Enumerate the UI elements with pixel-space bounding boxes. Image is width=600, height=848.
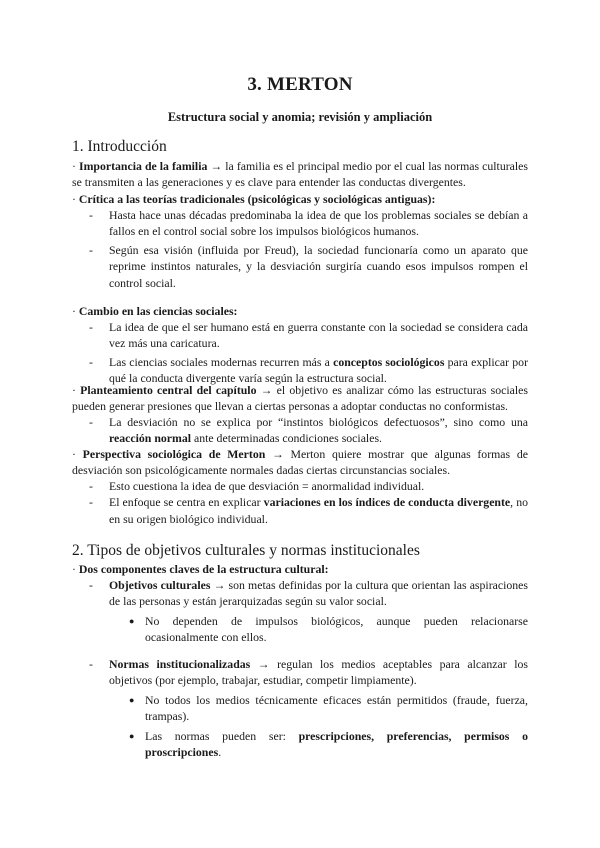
page-subtitle: Estructura social y anomia; revisión y ampliación — [167, 110, 433, 124]
bullet-mark: · — [72, 383, 76, 397]
emphasis-text: reacción normal — [109, 431, 192, 446]
list-item-text: Las normas pueden ser: — [145, 728, 299, 743]
critica-list — [72, 207, 528, 291]
intro-paragraph-cambio — [72, 303, 528, 319]
list-item-text: Según esa visión (influida por Freud), la sociedad funcionaría como un aparato que reprime instintos naturales, y la desviación surgiría cuando esos impulsos rompen el control social. — [109, 242, 528, 290]
list-item-text: . — [218, 745, 222, 760]
text-planteamiento: → el objetivo es analizar cómo las estructuras sociales pueden generar presiones que llevan a ciertas personas a adoptar conductas no conformistas. — [72, 383, 529, 414]
sub-list-item — [72, 692, 528, 725]
list-item-text: No todos los medios técnicamente eficaces están permitidos (fraude, fuerza, trampas). — [145, 692, 528, 724]
list-item-text: No dependen de impulsos biológicos, aunque pueden relacionarse ocasionalmente con ellos. — [145, 613, 528, 645]
bullet-mark: · — [72, 562, 76, 576]
objetivos-item — [72, 577, 528, 646]
list-item-text: → son metas definidas por la cultura que orientan las aspiraciones de las personas y están jerarquizadas según su valor social. — [109, 578, 528, 609]
dash-marker: - — [89, 242, 93, 257]
list-item-text: Hasta hace unas décadas predominaba la idea de que los problemas sociales se debían a fallos en el control social sobre los impulsos biológicos humanos. — [109, 208, 528, 239]
list-item — [72, 494, 528, 527]
list-item — [72, 207, 528, 240]
text-perspectiva: → Merton quiere mostrar que algunas formas de desviación son psicológicamente normales dadas ciertas circunstancias sociales. — [72, 447, 528, 478]
list-item — [72, 577, 528, 610]
label-perspectiva: Perspectiva sociológica de Merton — [82, 447, 266, 461]
dash-marker: - — [89, 354, 93, 369]
list-item-text: ante determinadas condiciones sociales. — [191, 431, 382, 446]
label-cambio: Cambio en las ciencias sociales: — [78, 304, 238, 318]
list-item-text: → regulan los medios aceptables para alcanzar los objetivos (por ejemplo, trabajar, estudiar, competir limpiamente). — [109, 657, 528, 688]
label-componentes: Dos componentes claves de la estructura cultural: — [78, 562, 329, 576]
page-title: 3. MERTON — [247, 74, 353, 95]
intro-paragraph-familia — [72, 158, 528, 191]
normas-item — [72, 656, 528, 760]
dash-marker: - — [89, 479, 93, 493]
list-item-text: Las ciencias sociales modernas recurren más a — [109, 354, 334, 369]
cambio-list — [72, 319, 528, 387]
list-item-text: Esto cuestiona la idea de que desviación = anormalidad individual. — [109, 479, 425, 493]
bullet-mark: · — [72, 447, 76, 461]
intro-paragraph-critica — [72, 191, 528, 207]
label-familia: Importancia de la familia — [78, 159, 208, 173]
estructura-paragraph — [72, 561, 528, 577]
list-item — [72, 478, 528, 494]
list-item — [72, 656, 528, 689]
list-item-text: La desviación no se explica por “instintos biológicos defectuosos”, sino como una — [109, 415, 528, 429]
intro-paragraph-planteamiento — [72, 382, 528, 415]
dash-marker: - — [89, 320, 93, 334]
bullet-mark: · — [72, 159, 76, 173]
bullet-mark: · — [72, 192, 76, 206]
section-2-heading: 2. Tipos de objetivos culturales y normas institucionales — [72, 542, 420, 559]
text-familia: → la familia es el principal medio por el cual las normas culturales se transmiten a las generaciones y es clave para entender las conductas divergentes. — [72, 159, 528, 190]
dash-marker: - — [89, 415, 93, 429]
label-normas: Normas institucionalizadas — [109, 657, 251, 671]
label-objetivos: Objetivos culturales — [109, 578, 211, 592]
bullet-dot-icon: ● — [129, 615, 135, 626]
bullet-dot-icon: ● — [129, 694, 135, 705]
dash-marker: - — [89, 657, 93, 671]
sub-list-item — [72, 728, 528, 761]
emphasis-text: variaciones en los índices de conducta divergente — [263, 495, 511, 510]
list-item — [72, 319, 528, 352]
list-item-text: , no en su origen biológico individual. — [109, 495, 528, 526]
perspectiva-list — [72, 478, 528, 527]
label-critica: Crítica a las teorías tradicionales (psicológicas y sociológicas antiguas): — [78, 192, 436, 206]
label-planteamiento: Planteamiento central del capítulo — [80, 383, 257, 397]
dash-marker: - — [89, 578, 93, 592]
list-item — [72, 414, 528, 447]
sub-list-item — [72, 613, 528, 646]
planteamiento-list — [72, 414, 528, 447]
emphasis-text: conceptos sociológicos — [333, 354, 445, 369]
bullet-mark: · — [72, 304, 76, 318]
bullet-dot-icon: ● — [129, 730, 135, 741]
section-1-heading: 1. Introducción — [72, 138, 167, 155]
list-item-text: El enfoque se centra en explicar — [109, 495, 264, 510]
list-item — [72, 242, 528, 291]
list-item-text: La idea de que el ser humano está en guerra constante con la sociedad se considera cada vez más una caricatura. — [109, 320, 528, 351]
emphasis-text: prescripciones, preferencias, permisos o proscripciones — [145, 728, 528, 760]
list-item-text: para explicar por qué la conducta divergente varía según la estructura social. — [109, 354, 529, 386]
dash-marker: - — [89, 208, 93, 222]
dash-marker: - — [89, 495, 93, 510]
intro-paragraph-perspectiva — [72, 446, 528, 479]
